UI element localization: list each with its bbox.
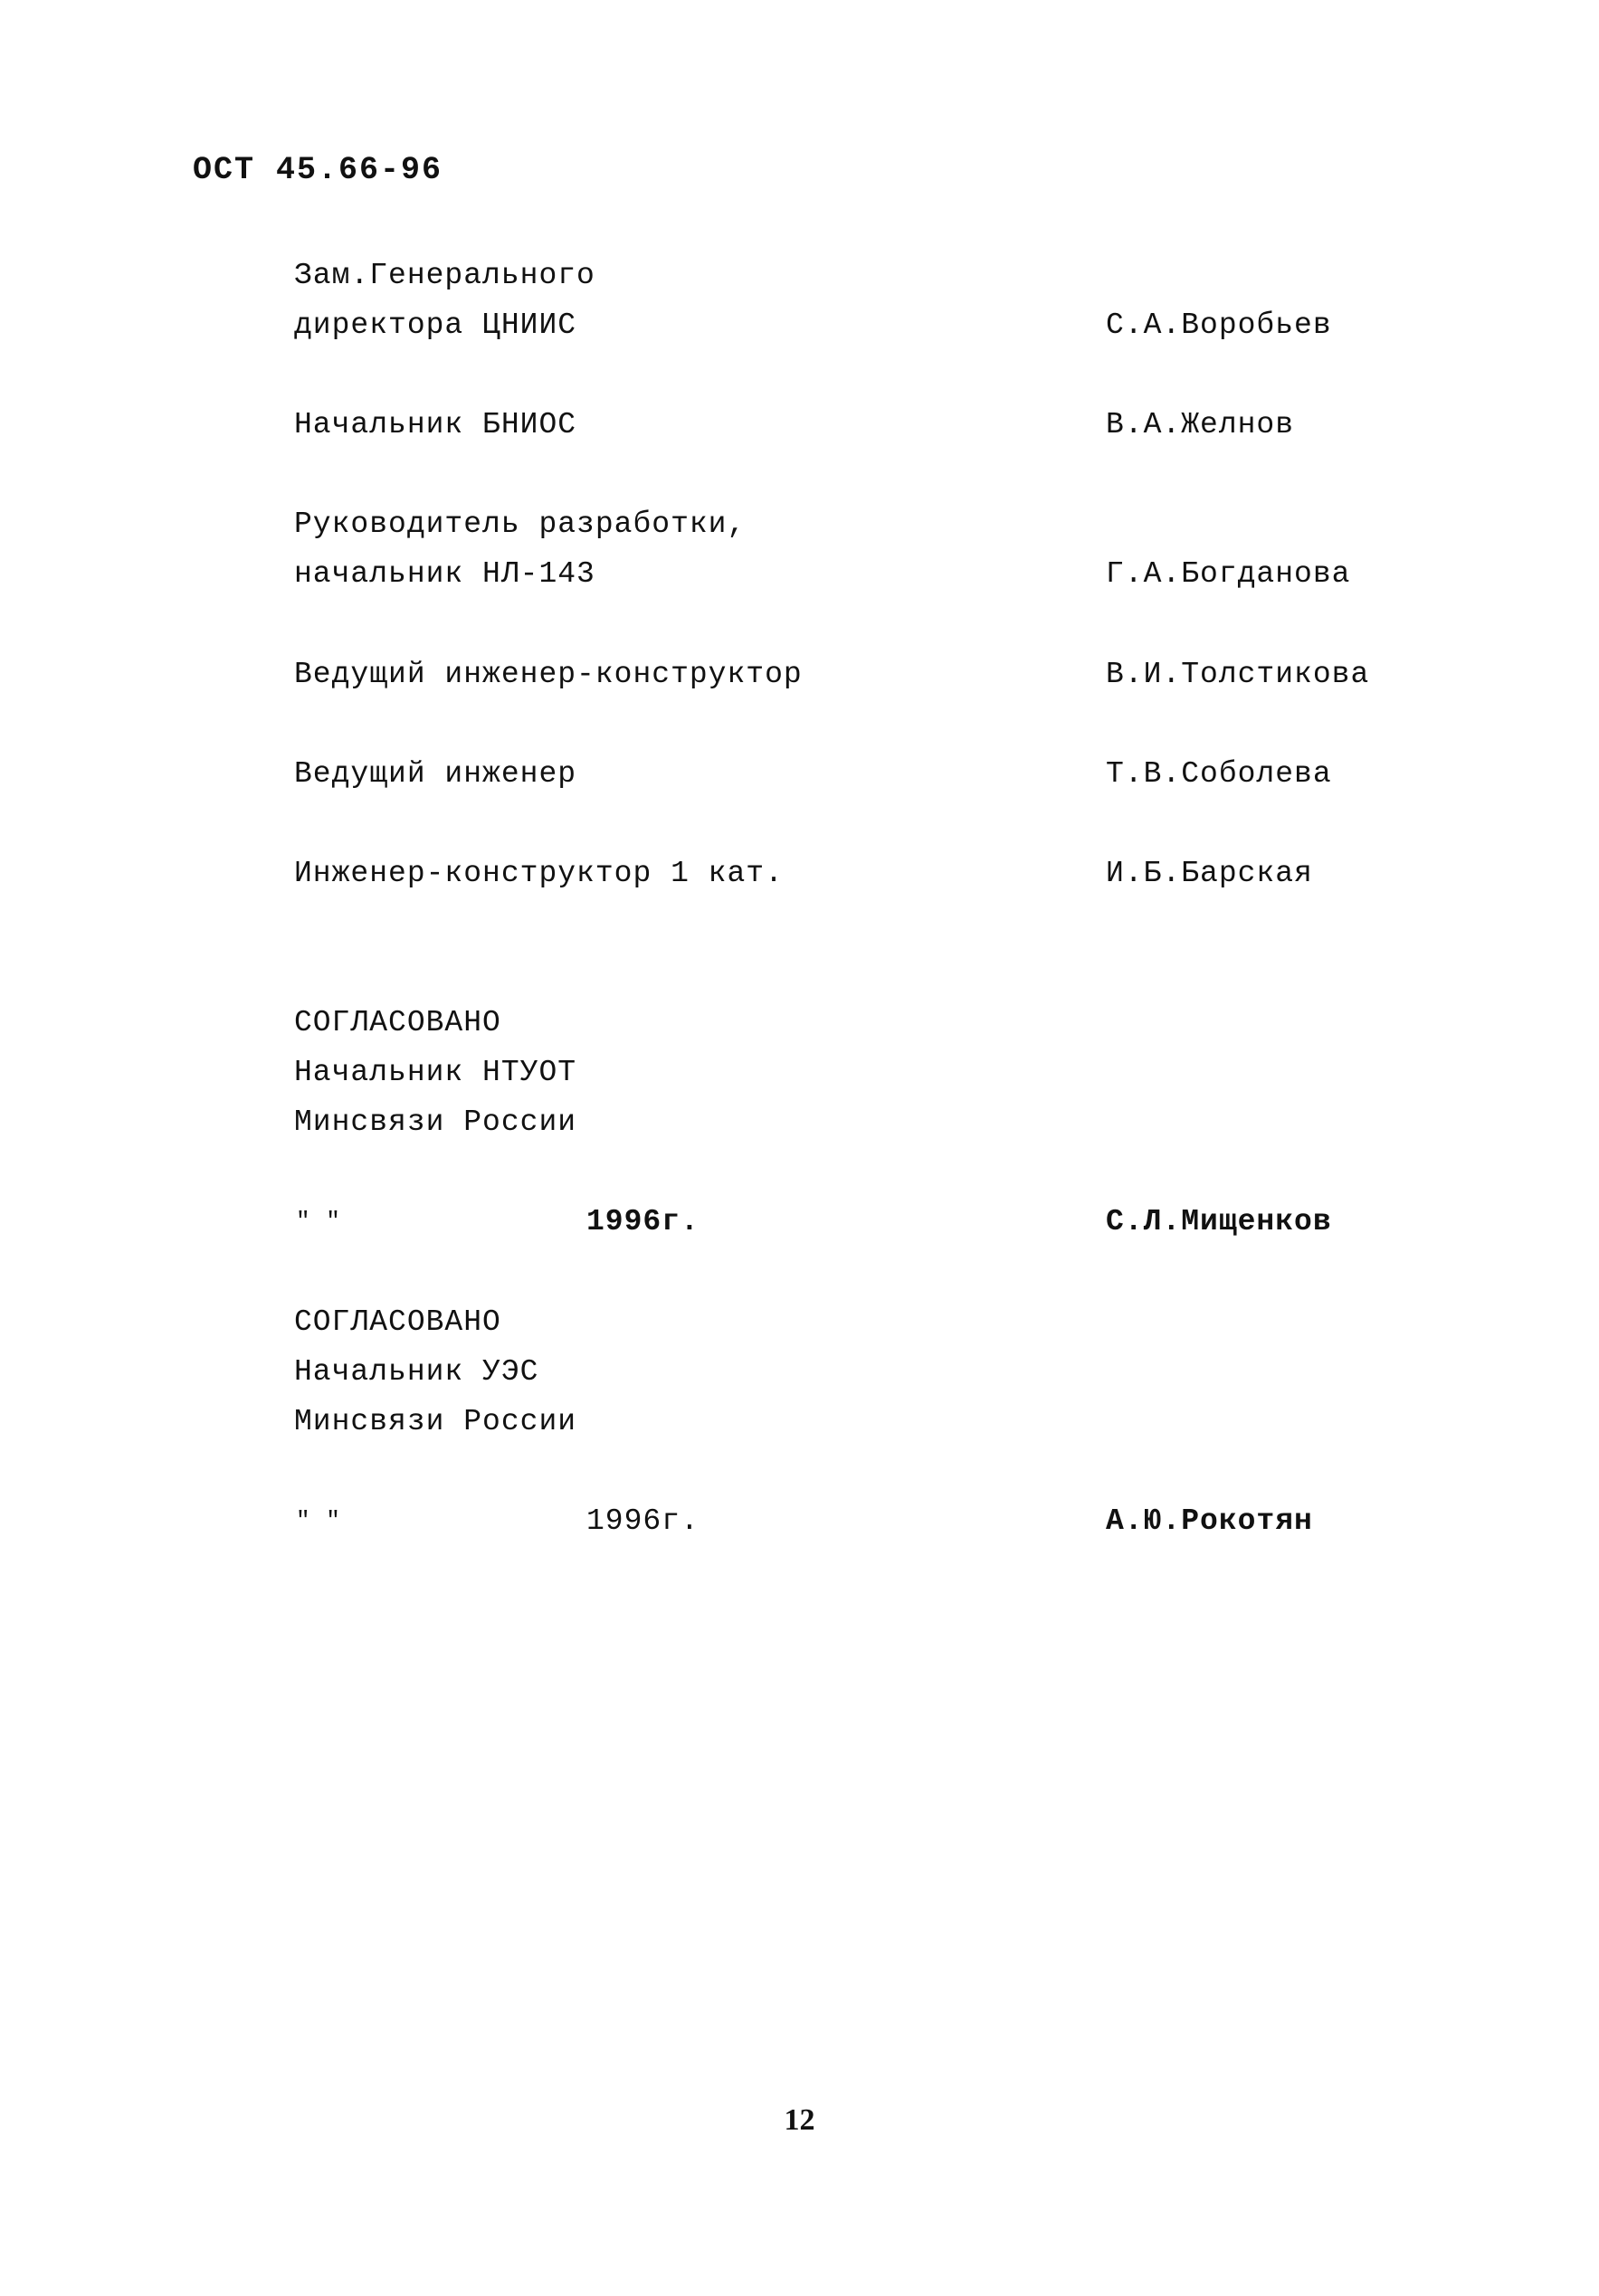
approval-position-line: Начальник УЭС bbox=[294, 1355, 539, 1389]
signatory-name: С.А.Воробьев bbox=[1106, 308, 1332, 342]
signatory-position-line: директора ЦНИИС bbox=[294, 308, 577, 342]
approval-date: 1996г. bbox=[586, 1205, 700, 1238]
signatory-position-line: Руководитель разработки, bbox=[294, 508, 747, 541]
approval-heading: СОГЛАСОВАНО bbox=[294, 1305, 501, 1339]
signatory-name: В.А.Желнов bbox=[1106, 408, 1295, 441]
approval-position-line: Начальник НТУОТ bbox=[294, 1056, 577, 1089]
signatory-name: И.Б.Барская bbox=[1106, 857, 1313, 890]
approval-position-line: Минсвязи России bbox=[294, 1105, 577, 1139]
signatory-position-line: Ведущий инженер bbox=[294, 757, 577, 791]
signatory-position-line: Зам.Генерального bbox=[294, 259, 595, 292]
signatory-position-line: начальник НЛ-143 bbox=[294, 557, 595, 591]
approval-date-quotes: " " bbox=[296, 1507, 341, 1534]
approval-position-line: Минсвязи России bbox=[294, 1405, 577, 1438]
page-number: 12 bbox=[784, 2103, 815, 2137]
signatory-position-line: Ведущий инженер-конструктор bbox=[294, 658, 803, 691]
document-code: ОСТ 45.66-96 bbox=[193, 152, 443, 188]
approval-heading: СОГЛАСОВАНО bbox=[294, 1006, 501, 1039]
signatory-name: Т.В.Соболева bbox=[1106, 757, 1332, 791]
approval-date: 1996г. bbox=[586, 1504, 700, 1538]
signatory-name: Г.А.Богданова bbox=[1106, 557, 1351, 591]
approval-name: А.Ю.Рокотян bbox=[1106, 1504, 1313, 1538]
approval-name: С.Л.Мищенков bbox=[1106, 1205, 1332, 1238]
signatory-position-line: Начальник БНИОС bbox=[294, 408, 577, 441]
approval-date-quotes: " " bbox=[296, 1208, 341, 1235]
signatory-name: В.И.Толстикова bbox=[1106, 658, 1370, 691]
signatory-position-line: Инженер-конструктор 1 кат. bbox=[294, 857, 784, 890]
